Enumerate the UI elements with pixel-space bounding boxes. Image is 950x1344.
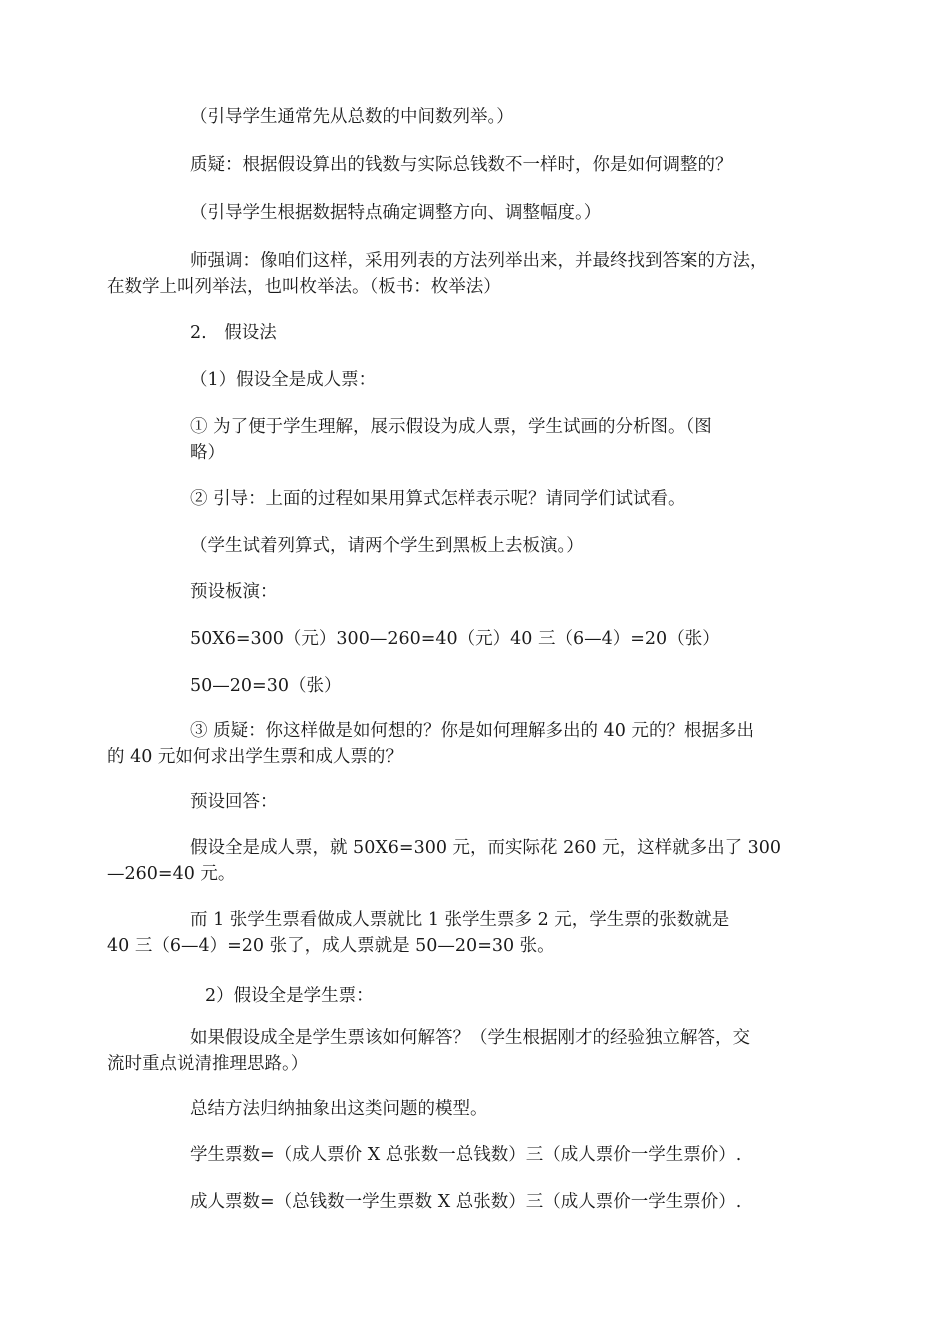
paragraph-answer-2	[107, 907, 730, 959]
text-line: 2. 假设法	[190, 323, 277, 343]
text-line: 略）	[190, 443, 225, 463]
text-line: 预设回答：	[190, 792, 278, 812]
text-line: （引导学生通常先从总数的中间数列举。）	[190, 107, 514, 127]
text-line: （学生试着列算式，请两个学生到黑板上去板演。）	[190, 536, 584, 556]
paragraph-question-adjust	[190, 152, 733, 178]
paragraph-preset-answer	[190, 789, 278, 815]
paragraph-teacher-emphasis	[107, 248, 768, 300]
text-line: 假设全是成人票，就 50X6=300 元，而实际花 260 元，这样就多出了 300	[190, 838, 782, 858]
paragraph-guide-middle	[190, 104, 514, 130]
text-line: 预设板演：	[190, 582, 278, 602]
text-line: 总结方法归纳抽象出这类问题的模型。	[190, 1099, 488, 1119]
text-line: 50—20=30（张）	[190, 676, 342, 696]
text-line: （1）假设全是成人票：	[190, 370, 377, 390]
text-line: ③ 质疑：你这样做是如何想的？你是如何理解多出的 40 元的？根据多出	[190, 721, 754, 741]
text-line: ① 为了便于学生理解，展示假设为成人票，学生试画的分析图。（图	[190, 417, 712, 437]
text-line: ② 引导：上面的过程如果用算式怎样表示呢？请同学们试试看。	[190, 489, 686, 509]
text-line: 在数学上叫列举法，也叫枚举法。（板书：枚举法）	[107, 277, 501, 297]
text-line: 50X6=300（元）300—260=40（元）40 三（6—4）=20（张）	[190, 629, 720, 649]
text-line: 如果假设成全是学生票该如何解答？（学生根据刚才的经验独立解答，交	[190, 1028, 750, 1048]
heading-assume-student	[205, 983, 374, 1009]
text-line: 学生票数=（成人票价 X 总张数一总钱数）三（成人票价一学生票价）.	[190, 1145, 742, 1165]
heading-assumption-method	[190, 320, 277, 346]
paragraph-step-3	[107, 718, 754, 770]
paragraph-preset-board	[190, 579, 278, 605]
text-line: 2）假设全是学生票：	[205, 986, 374, 1006]
paragraph-assume-student	[107, 1025, 750, 1077]
paragraph-summary	[190, 1096, 488, 1122]
paragraph-step-2	[190, 486, 686, 512]
text-line: 成人票数=（总钱数一学生票数 X 总张数）三（成人票价一学生票价）.	[190, 1192, 742, 1212]
heading-assume-adult	[190, 367, 376, 393]
text-line: —260=40 元。	[107, 864, 236, 884]
formula-student-tickets	[190, 1142, 741, 1168]
paragraph-students-try	[190, 533, 584, 559]
text-line: 师强调：像咱们这样，采用列表的方法列举出来，并最终找到答案的方法，	[190, 251, 768, 271]
text-line: 的 40 元如何求出学生票和成人票的？	[107, 747, 403, 767]
formula-adult-tickets	[190, 1189, 741, 1215]
text-line: （引导学生根据数据特点确定调整方向、调整幅度。）	[190, 203, 602, 223]
paragraph-guide-adjust	[190, 200, 601, 226]
text-line: 质疑：根据假设算出的钱数与实际总钱数不一样时，你是如何调整的？	[190, 155, 733, 175]
text-line: 流时重点说清推理思路。）	[107, 1054, 309, 1074]
formula-line-2	[190, 673, 341, 699]
text-line: 40 三（6—4）=20 张了，成人票就是 50—20=30 张。	[107, 936, 555, 956]
formula-line-1	[190, 626, 720, 652]
paragraph-answer-1	[107, 835, 782, 887]
text-line: 而 1 张学生票看做成人票就比 1 张学生票多 2 元，学生票的张数就是	[190, 910, 730, 930]
paragraph-step-1	[190, 414, 712, 466]
